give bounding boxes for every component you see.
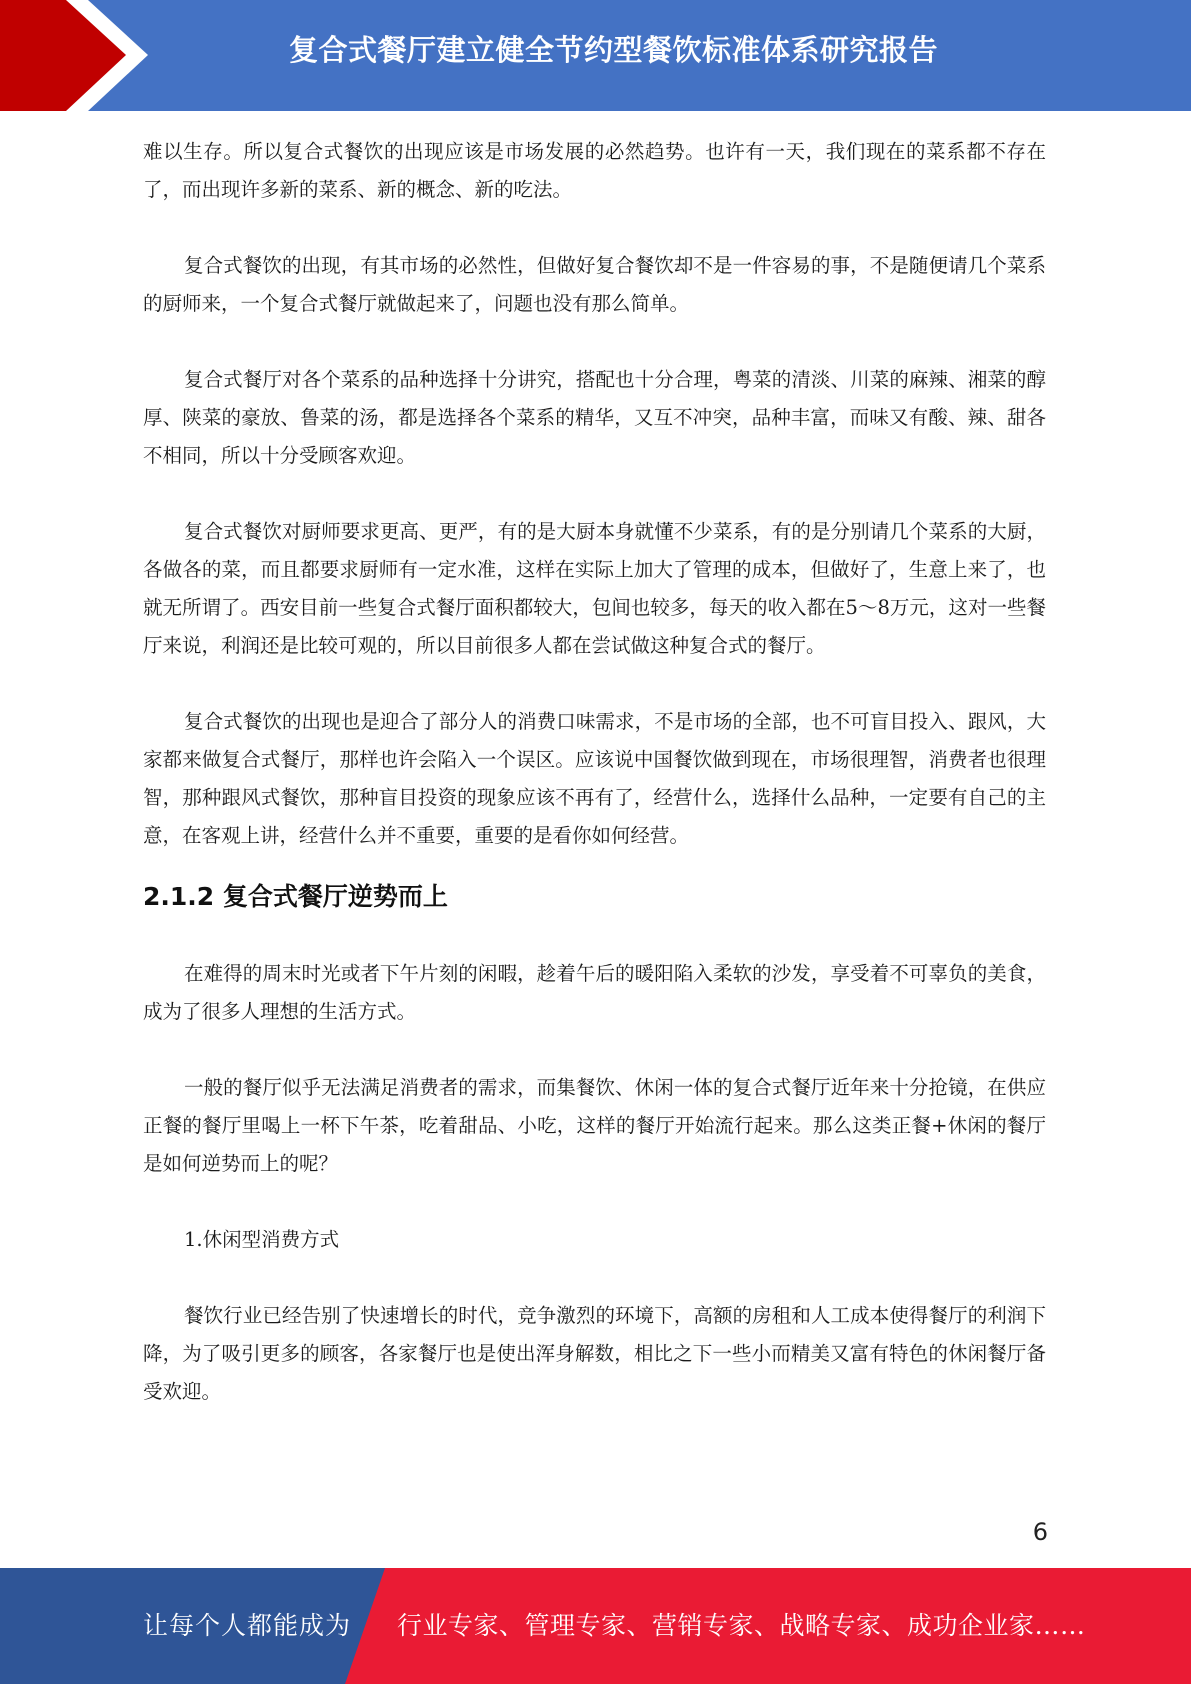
paragraph: 在难得的周末时光或者下午片刻的闲暇，趁着午后的暖阳陷入柔软的沙发，享受着不可辜负的美食，成为了很多人理想的生活方式。 [143, 962, 1046, 1023]
paragraph: 复合式餐饮的出现，有其市场的必然性，但做好复合餐饮却不是一件容易的事，不是随便请几个菜系的厨师来，一个复合式餐厅就做起来了，问题也没有那么简单。 [143, 254, 1046, 315]
header-banner [0, 0, 1191, 111]
page-number: 6 [1032, 1518, 1048, 1546]
list-item: 1.休闲型消费方式 [184, 1228, 340, 1251]
paragraph: 一般的餐厅似乎无法满足消费者的需求，而集餐饮、休闲一体的复合式餐厅近年来十分抢镜，在供应正餐的餐厅里喝上一杯下午茶，吃着甜品、小吃，这样的餐厅开始流行起来。那么这类正餐+休闲的餐厅是如何逆势而上的呢？ [143, 1076, 1046, 1175]
footer-slogan-right: 行业专家、管理专家、营销专家、战略专家、成功企业家…… [397, 1611, 1086, 1640]
footer-slogan-left: 让每个人都能成为 [143, 1611, 352, 1640]
paragraph: 复合式餐厅对各个菜系的品种选择十分讲究，搭配也十分合理，粤菜的清淡、川菜的麻辣、湘菜的醇厚、陕菜的豪放、鲁菜的汤，都是选择各个菜系的精华，又互不冲突，品种丰富，而味又有酸、辣、甜各不相同，所以十分受顾客欢迎。 [143, 368, 1046, 467]
paragraph: 餐饮行业已经告别了快速增长的时代，竞争激烈的环境下，高额的房租和人工成本使得餐厅的利润下降，为了吸引更多的顾客，各家餐厅也是使出浑身解数，相比之下一些小而精美又富有特色的休闲餐厅备受欢迎。 [143, 1304, 1046, 1403]
document-body [143, 133, 1046, 1411]
report-title: 复合式餐厅建立健全节约型餐饮标准体系研究报告 [288, 33, 938, 67]
section-heading: 2.1.2 复合式餐厅逆势而上 [143, 882, 448, 911]
paragraph: 复合式餐饮对厨师要求更高、更严，有的是大厨本身就懂不少菜系，有的是分别请几个菜系的大厨，各做各的菜，而且都要求厨师有一定水准，这样在实际上加大了管理的成本，但做好了，生意上来了，也就无所谓了。西安目前一些复合式餐厅面积都较大，包间也较多，每天的收入都在5～8万元，这对一些餐厅来说，利润还是比较可观的，所以目前很多人都在尝试做这种复合式的餐厅。 [143, 520, 1046, 657]
paragraph: 难以生存。所以复合式餐饮的出现应该是市场发展的必然趋势。也许有一天，我们现在的菜系都不存在了，而出现许多新的菜系、新的概念、新的吃法。 [143, 140, 1046, 201]
footer-banner [0, 1568, 1191, 1684]
paragraph: 复合式餐饮的出现也是迎合了部分人的消费口味需求，不是市场的全部，也不可盲目投入、跟风，大家都来做复合式餐厅，那样也许会陷入一个误区。应该说中国餐饮做到现在，市场很理智，消费者也很理智，那种跟风式餐饮，那种盲目投资的现象应该不再有了，经营什么，选择什么品种，一定要有自己的主意，在客观上讲，经营什么并不重要，重要的是看你如何经营。 [143, 710, 1046, 847]
